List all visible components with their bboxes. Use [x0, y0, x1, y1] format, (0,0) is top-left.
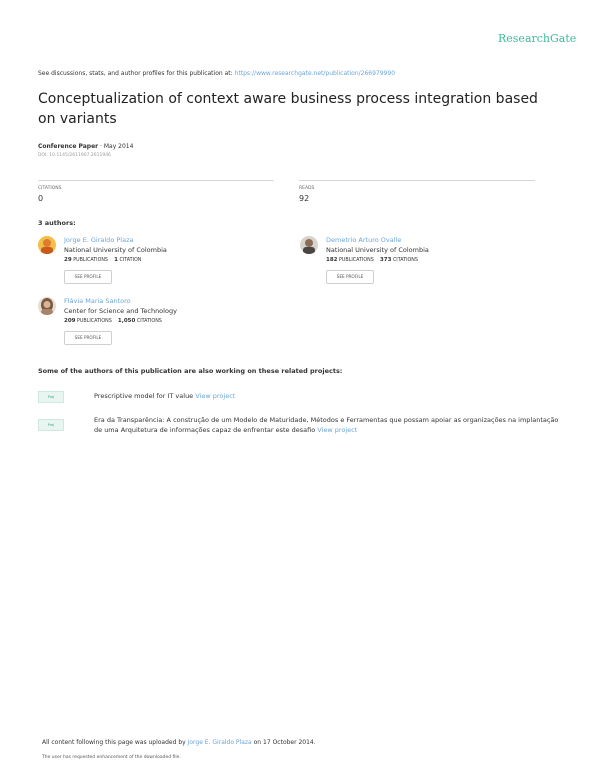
project-title: Prescriptive model for IT value — [94, 392, 194, 400]
uploader-link[interactable]: Jorge E. Giraldo Plaza — [187, 739, 252, 746]
publications-count: 182 — [326, 257, 338, 263]
see-discussions-text: See discussions, stats, and author profiles for this publication at: — [38, 70, 233, 77]
author-stats — [326, 257, 418, 263]
avatar[interactable] — [38, 236, 56, 254]
see-discussions-line — [38, 70, 395, 77]
author-name-link[interactable]: Jorge E. Giraldo Plaza — [64, 236, 134, 244]
avatar[interactable] — [38, 297, 56, 315]
citations-label: CITATIONS — [392, 258, 418, 263]
author-stats — [64, 257, 141, 263]
project-item — [94, 391, 564, 401]
author-institution: National University of Colombia — [326, 246, 429, 254]
publication-meta — [38, 143, 133, 150]
author-institution: National University of Colombia — [64, 246, 167, 254]
project-icon: Proj — [38, 419, 64, 431]
see-profile-button[interactable]: SEE PROFILE — [64, 270, 112, 284]
upload-suffix: on 17 October 2014. — [253, 739, 316, 746]
project-item — [94, 415, 564, 435]
reads-count: 92 — [299, 194, 310, 203]
publications-label: PUBLICATIONS — [339, 258, 374, 263]
citations-label: CITATIONS — [38, 186, 62, 191]
author-name-link[interactable]: Demetrio Arturo Ovalle — [326, 236, 402, 244]
project-title: Era da Transparência: A construção de um Modelo de Maturidade, Métodos e Ferramentas que possam apoiar as organizações na implantação de uma Arquitetura de informações capaz de enfrentar este desafio — [94, 416, 559, 434]
publication-url-link[interactable]: https://www.researchgate.net/publication/266979990 — [234, 70, 396, 77]
date-separator: · — [98, 143, 104, 150]
publications-count: 29 — [64, 257, 72, 263]
publications-count: 209 — [64, 318, 76, 324]
citations-divider — [38, 180, 274, 181]
project-icon: Proj — [38, 391, 64, 403]
reads-label: READS — [299, 186, 315, 191]
citations-label: CITATIONS — [136, 319, 162, 324]
reads-divider — [299, 180, 535, 181]
publication-title: Conceptualization of context aware business process integration based on variants — [38, 91, 538, 127]
upload-prefix: All content following this page was uploaded by — [42, 739, 186, 746]
citations-count: 373 — [379, 257, 392, 263]
view-project-link[interactable]: View project — [317, 426, 358, 434]
author-card — [38, 297, 288, 347]
avatar[interactable] — [300, 236, 318, 254]
publications-label: PUBLICATIONS — [73, 258, 108, 263]
author-institution: Center for Science and Technology — [64, 307, 177, 315]
citations-count: 1,050 — [117, 318, 136, 324]
view-project-link[interactable]: View project — [195, 392, 236, 400]
upload-note — [42, 739, 316, 746]
citations-label: CITATION — [119, 258, 142, 263]
author-card — [300, 236, 550, 286]
publications-label: PUBLICATIONS — [77, 319, 112, 324]
enhancement-note: The user has requested enhancement of the downloaded file. — [42, 755, 181, 760]
researchgate-logo[interactable]: ResearchGate — [498, 32, 577, 45]
authors-heading: 3 authors: — [38, 219, 76, 227]
related-projects-heading: Some of the authors of this publication are also working on these related projects: — [38, 367, 343, 375]
publication-type: Conference Paper — [38, 143, 99, 150]
citations-count: 1 — [114, 257, 118, 263]
author-stats — [64, 318, 162, 324]
author-name-link[interactable]: Flávia Maria Santoro — [64, 297, 131, 305]
publication-date: May 2014 — [103, 143, 134, 150]
author-card — [38, 236, 288, 286]
see-profile-button[interactable]: SEE PROFILE — [326, 270, 374, 284]
citations-count: 0 — [38, 194, 44, 203]
publication-doi: DOI: 10.1145/2611907.2611946 — [38, 153, 111, 158]
see-profile-button[interactable]: SEE PROFILE — [64, 331, 112, 345]
